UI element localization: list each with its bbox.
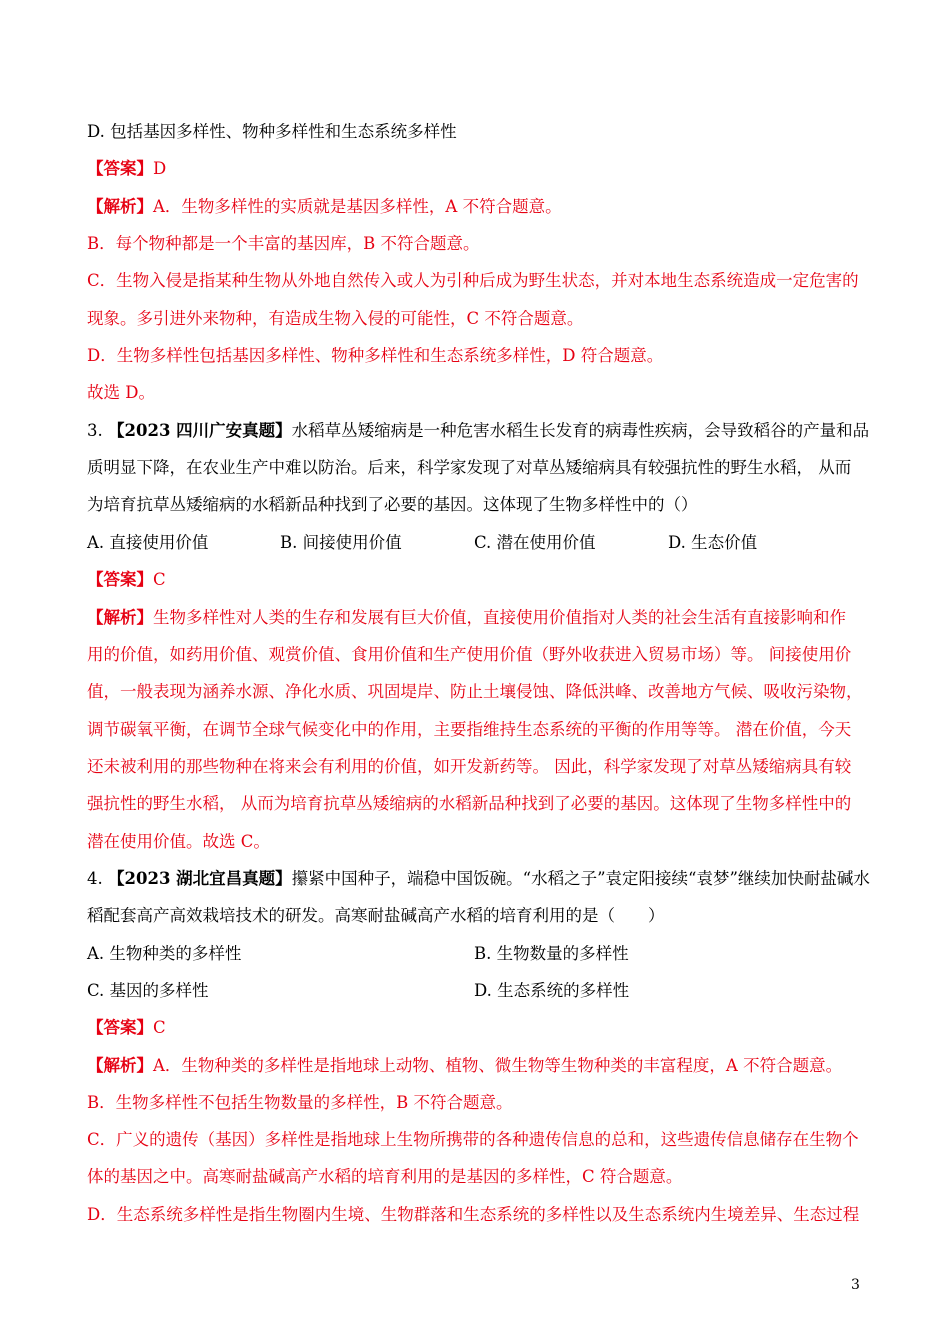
- answer-value: C: [153, 570, 166, 589]
- q3-stem-line: [87, 421, 870, 441]
- q4-stem-line: [87, 869, 870, 889]
- q4-analysis-line: D．生态系统多样性是指生物圈内生境、生物群落和生态系统的多样性以及生态系统内生境差异、生态过程: [87, 1205, 860, 1224]
- answer-tag: 【答案】: [87, 159, 153, 178]
- q2-conclusion: 故选 D。: [87, 383, 155, 402]
- stem-text: 水稻草丛矮缩病是一种危害水稻生长发育的病毒性疾病，会导致稻谷的产量和品: [291, 421, 870, 440]
- q2-analysis-line: 现象。多引进外来物种，有造成生物入侵的可能性，C 不符合题意。: [87, 309, 584, 328]
- q4-analysis-line: 体的基因之中。高寒耐盐碱高产水稻的培育利用的是基因的多样性，C 符合题意。: [87, 1167, 683, 1186]
- q3-analysis-line: 用的价值，如药用价值、观赏价值、食用价值和生产使用价值（野外收获进入贸易市场）等。 间接使用价: [87, 645, 852, 664]
- q3-analysis-line: 调节碳氧平衡，在调节全球气候变化中的作用，主要指维持生态系统的平衡的作用等等。 潜在价值，今天: [87, 720, 852, 739]
- q3-option-b: B. 间接使用价值: [280, 533, 402, 552]
- question-number: 3.: [87, 421, 108, 440]
- q4-option-b: B. 生物数量的多样性: [474, 944, 629, 963]
- q2-analysis-line: B．每个物种都是一个丰富的基因库，B 不符合题意。: [87, 234, 480, 253]
- q4-stem-line: 稻配套高产高效栽培技术的研发。高寒耐盐碱高产水稻的培育利用的是（ ）: [87, 906, 665, 925]
- question-source: 【2023 四川广安真题】: [108, 421, 292, 440]
- q3-option-a: A. 直接使用价值: [87, 533, 209, 552]
- q4-analysis-line: [87, 1056, 867, 1076]
- q3-stem-line: 质明显下降，在农业生产中难以防治。后来，科学家发现了对草丛矮缩病具有较强抗性的野生水稻， 从而: [87, 458, 852, 477]
- q2-analysis-line: C．生物入侵是指某种生物从外地自然传入或人为引种后成为野生状态，并对本地生态系统造成一定危害的: [87, 271, 859, 290]
- analysis-text: A．生物种类的多样性是指地球上动物、植物、微生物等生物种类的丰富程度，A 不符合题意。: [153, 1056, 843, 1075]
- q4-analysis-line: C．广义的遗传（基因）多样性是指地球上生物所携带的各种遗传信息的总和，这些遗传信息储存在生物个: [87, 1130, 859, 1149]
- analysis-tag: 【解析】: [87, 608, 153, 627]
- q3-analysis-line: [87, 608, 867, 628]
- analysis-tag: 【解析】: [87, 197, 153, 216]
- page-number: 3: [851, 1277, 860, 1293]
- q2-analysis-line: [87, 197, 867, 217]
- q4-option-c: C. 基因的多样性: [87, 981, 209, 1000]
- q3-analysis-line: 还未被利用的那些物种在将来会有利用的价值，如开发新药等。 因此，科学家发现了对草丛矮缩病具有较: [87, 757, 852, 776]
- stem-text: 攥紧中国种子，端稳中国饭碗。“水稻之子”袁定阳接续“袁梦”继续加快耐盐碱水: [291, 869, 870, 888]
- q4-option-a: A. 生物种类的多样性: [87, 944, 242, 963]
- q2-answer: [87, 159, 867, 179]
- question-number: 4.: [87, 869, 108, 888]
- analysis-text: 生物多样性对人类的生存和发展有巨大价值，直接使用价值指对人类的社会生活有直接影响和作: [153, 608, 846, 627]
- q4-analysis-line: B．生物多样性不包括生物数量的多样性，B 不符合题意。: [87, 1093, 513, 1112]
- q2-option-d: D. 包括基因多样性、物种多样性和生态系统多样性: [87, 122, 457, 141]
- q3-analysis-line: 潜在使用价值。故选 C。: [87, 832, 270, 851]
- question-source: 【2023 湖北宜昌真题】: [108, 869, 292, 888]
- q4-option-d: D. 生态系统的多样性: [474, 981, 630, 1000]
- q4-answer: [87, 1018, 867, 1038]
- q3-option-c: C. 潜在使用价值: [474, 533, 596, 552]
- answer-value: D: [153, 159, 167, 178]
- q3-answer: [87, 570, 867, 590]
- q2-analysis-line: D．生物多样性包括基因多样性、物种多样性和生态系统多样性，D 符合题意。: [87, 346, 664, 365]
- q3-option-d: D. 生态价值: [668, 533, 758, 552]
- q3-stem-line: 为培育抗草丛矮缩病的水稻新品种找到了必要的基因。这体现了生物多样性中的（）: [87, 495, 698, 514]
- analysis-text: A．生物多样性的实质就是基因多样性，A 不符合题意。: [153, 197, 562, 216]
- answer-tag: 【答案】: [87, 570, 153, 589]
- analysis-tag: 【解析】: [87, 1056, 153, 1075]
- answer-tag: 【答案】: [87, 1018, 153, 1037]
- q3-analysis-line: 强抗性的野生水稻， 从而为培育抗草丛矮缩病的水稻新品种找到了必要的基因。这体现了生物多样性中的: [87, 794, 852, 813]
- q3-analysis-line: 值，一般表现为涵养水源、净化水质、巩固堤岸、防止土壤侵蚀、降低洪峰、改善地方气候、吸收污染物，: [87, 682, 863, 701]
- answer-value: C: [153, 1018, 166, 1037]
